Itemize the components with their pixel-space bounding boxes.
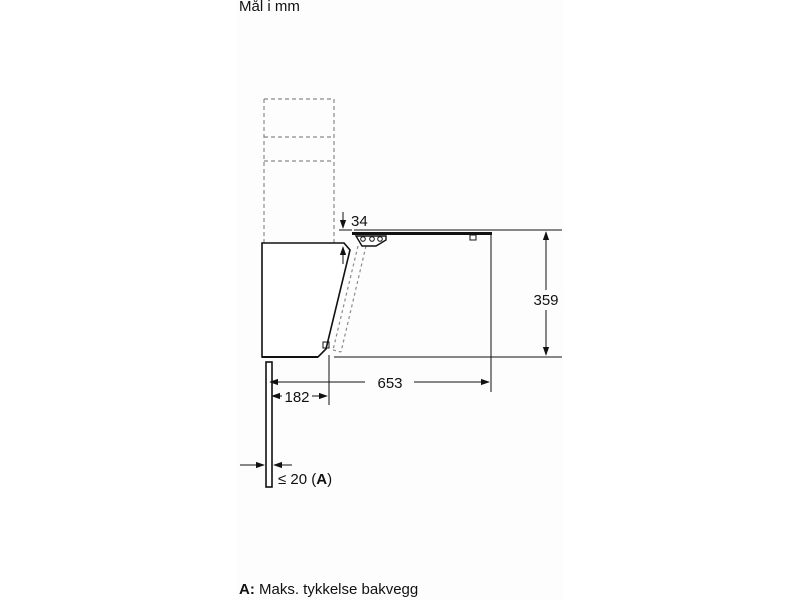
dimension-359 bbox=[530, 232, 564, 355]
dimension-wall-thickness bbox=[240, 465, 332, 488]
back-wall bbox=[266, 362, 272, 487]
dimension-wall-thickness-label: ≤ 20 (A) bbox=[278, 471, 333, 488]
extension-lines bbox=[329, 230, 562, 405]
chimney-outline bbox=[264, 99, 334, 243]
dimension-653-label: 653 bbox=[377, 375, 403, 392]
footnote-text: Maks. tykkelse bakvegg bbox=[259, 581, 419, 598]
opened-glass-panel bbox=[352, 230, 492, 246]
dimension-182-label: 182 bbox=[284, 389, 310, 406]
hood-body bbox=[262, 243, 350, 357]
footnote bbox=[239, 581, 418, 598]
dimension-34-label: 34 bbox=[351, 213, 368, 230]
dimension-182 bbox=[272, 389, 327, 406]
dimension-359-label: 359 bbox=[533, 292, 559, 309]
units-label: Mål i mm bbox=[239, 0, 300, 15]
footnote-key: A: bbox=[239, 581, 255, 598]
